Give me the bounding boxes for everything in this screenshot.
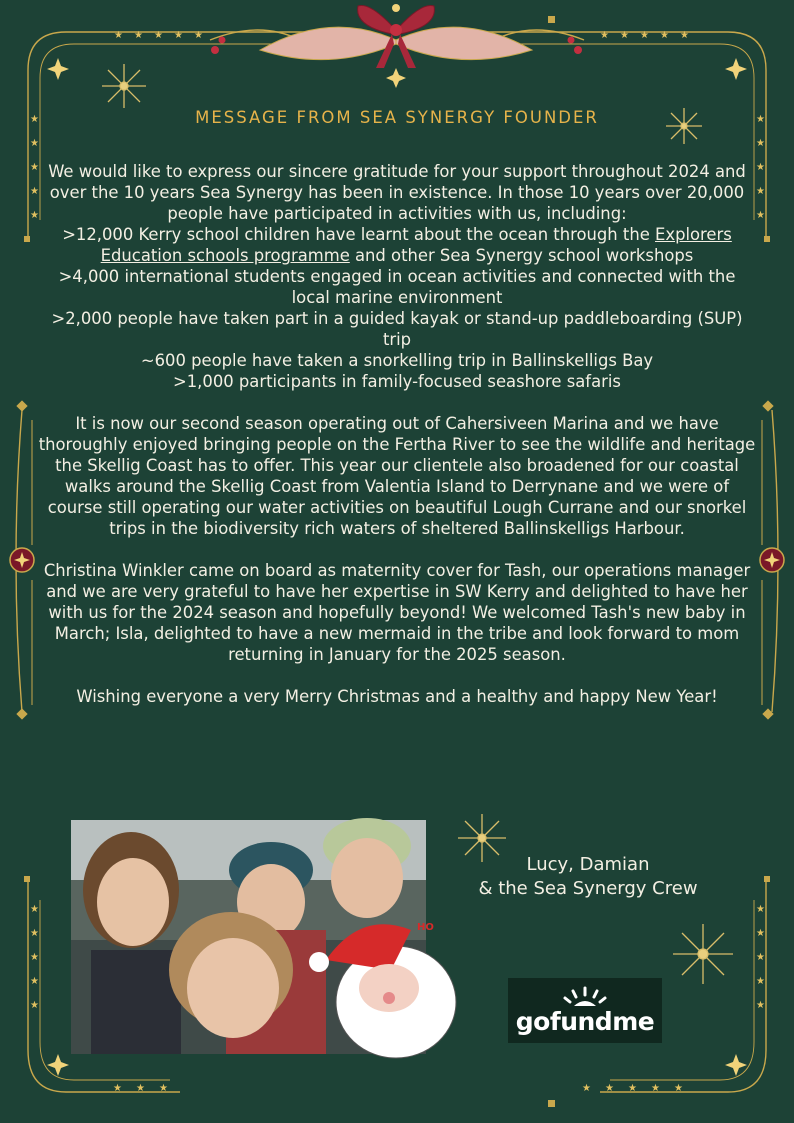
gofundme-logo[interactable] bbox=[508, 978, 662, 1043]
svg-text:★: ★ bbox=[640, 30, 649, 41]
signature-block bbox=[448, 853, 728, 901]
signature-line-2: & the Sea Synergy Crew bbox=[478, 878, 698, 899]
svg-text:★: ★ bbox=[113, 1083, 122, 1094]
svg-text:★: ★ bbox=[756, 1000, 765, 1011]
svg-text:★: ★ bbox=[30, 1000, 39, 1011]
page-heading: MESSAGE FROM SEA SYNERGY FOUNDER bbox=[195, 108, 599, 127]
svg-text:★: ★ bbox=[600, 30, 609, 41]
staff-paragraph: Christina Winkler came on board as maternity cover for Tash, our operations manager and we are very grateful to have her expertise in SW Kerry and delighted to have her with us for the 2024 season and hopefully beyond! We welcomed Tash's new baby in March; Isla, delighted to have a new mermaid in the tribe and look forward to mom returning in January for the 2025 season. bbox=[43, 561, 751, 664]
svg-text:★: ★ bbox=[30, 928, 39, 939]
letter-body bbox=[38, 161, 756, 707]
svg-text:★: ★ bbox=[194, 30, 203, 41]
sparkle-top-left-icon bbox=[47, 58, 69, 80]
svg-text:★: ★ bbox=[756, 138, 765, 149]
stat-kayak-sup: >2,000 people have taken part in a guided kayak or stand-up paddleboarding (SUP) trip bbox=[51, 309, 743, 349]
christmas-bow-icon bbox=[211, 4, 582, 68]
signature-line-1: Lucy, Damian bbox=[526, 854, 650, 875]
svg-text:★: ★ bbox=[605, 1083, 614, 1094]
svg-text:★: ★ bbox=[674, 1083, 683, 1094]
svg-text:★: ★ bbox=[30, 162, 39, 173]
svg-text:★: ★ bbox=[174, 30, 183, 41]
svg-text:★: ★ bbox=[756, 162, 765, 173]
svg-text:★: ★ bbox=[756, 114, 765, 125]
svg-text:★: ★ bbox=[756, 976, 765, 987]
team-group-photo bbox=[71, 820, 434, 1054]
svg-text:★: ★ bbox=[30, 114, 39, 125]
svg-text:★: ★ bbox=[756, 952, 765, 963]
svg-text:★: ★ bbox=[628, 1083, 637, 1094]
svg-text:★: ★ bbox=[756, 904, 765, 915]
svg-text:★: ★ bbox=[30, 976, 39, 987]
stat-school-children: >12,000 Kerry school children have learnt about the ocean through the Explorers Education schools programme and other Sea Synergy school workshops bbox=[62, 225, 732, 265]
svg-text:★: ★ bbox=[159, 1083, 168, 1094]
svg-text:★: ★ bbox=[30, 952, 39, 963]
svg-text:★: ★ bbox=[30, 138, 39, 149]
svg-text:★: ★ bbox=[154, 30, 163, 41]
svg-text:★: ★ bbox=[756, 186, 765, 197]
svg-text:★: ★ bbox=[660, 30, 669, 41]
svg-text:★: ★ bbox=[30, 210, 39, 221]
svg-text:★: ★ bbox=[134, 30, 143, 41]
svg-text:★: ★ bbox=[114, 30, 123, 41]
svg-text:★: ★ bbox=[582, 1083, 591, 1094]
svg-text:★: ★ bbox=[136, 1083, 145, 1094]
season-paragraph: It is now our second season operating out of Cahersiveen Marina and we have thoroughly enjoyed bringing people on the Fertha River to see the wildlife and heritage the Skellig Coast has to offer. This year our clientele also broadened for our coastal walks around the Skellig Coast from Valentia Island to Derrynane and we were of course still operating our water activities on beautiful Lough Currane and our snorkel trips in the biodiversity rich waters of sheltered Ballinskelligs Harbour. bbox=[38, 414, 756, 538]
ho-text: HO bbox=[417, 922, 434, 933]
gofundme-wordmark: gofundme bbox=[515, 1007, 655, 1036]
svg-text:★: ★ bbox=[30, 904, 39, 915]
svg-text:★: ★ bbox=[30, 186, 39, 197]
stat-international-students: >4,000 international students engaged in ocean activities and connected with the local marine environment bbox=[58, 267, 736, 307]
svg-text:★: ★ bbox=[680, 30, 689, 41]
stat-snorkelling: ~600 people have taken a snorkelling trip in Ballinskelligs Bay bbox=[140, 351, 654, 370]
christmas-wishes: Wishing everyone a very Merry Christmas and a healthy and happy New Year! bbox=[76, 687, 718, 706]
svg-text:★: ★ bbox=[651, 1083, 660, 1094]
intro-paragraph: We would like to express our sincere gratitude for your support throughout 2024 and over the 10 years Sea Synergy has been in existence. In those 10 years over 20,000 people have participated in activities with us, including: bbox=[48, 162, 746, 223]
svg-text:★: ★ bbox=[756, 210, 765, 221]
stat-seashore-safaris: >1,000 participants in family-focused seashore safaris bbox=[173, 372, 621, 391]
explorers-education-link[interactable]: Explorers Education schools programme bbox=[100, 225, 732, 265]
svg-text:★: ★ bbox=[756, 928, 765, 939]
sparkle-top-right-icon bbox=[725, 58, 747, 80]
svg-text:★: ★ bbox=[620, 30, 629, 41]
